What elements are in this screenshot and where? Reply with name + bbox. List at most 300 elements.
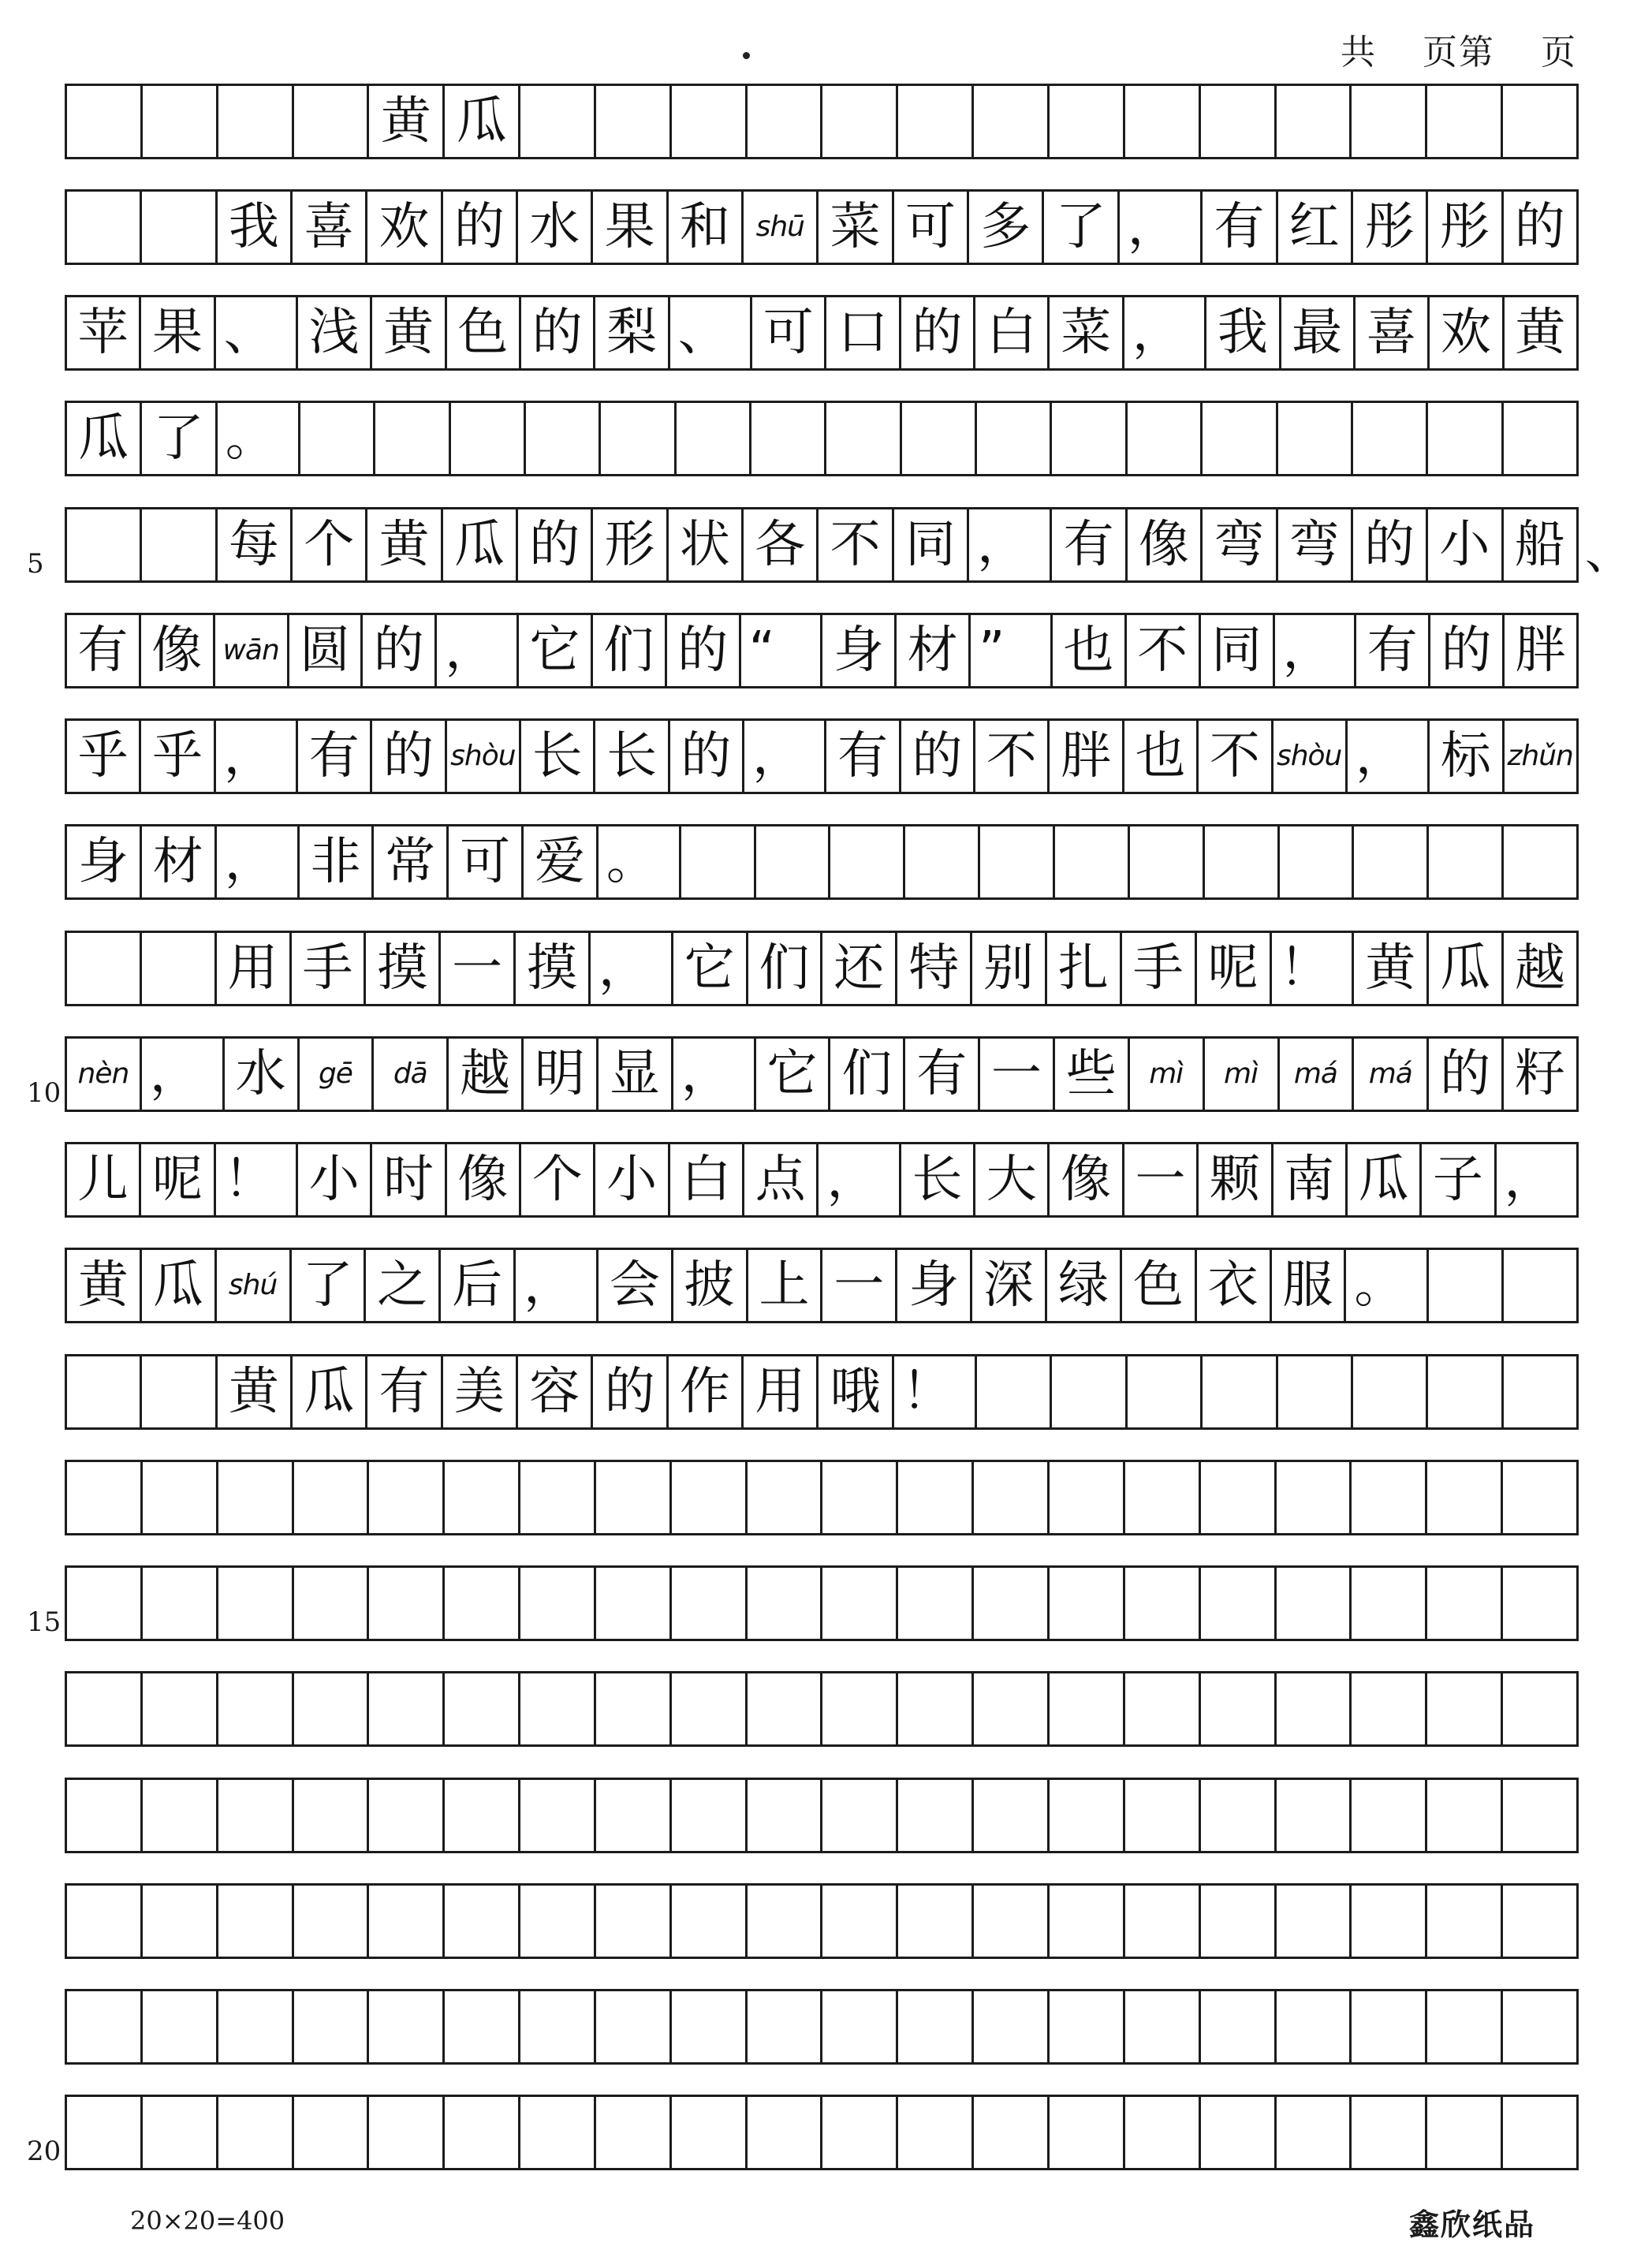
grid-cell [974,1886,1050,1957]
grid-cell [1125,2097,1201,2168]
grid-cell [1050,1886,1125,1957]
grid-cell: 美 [443,1356,518,1427]
grid-cell: 身 [67,826,142,897]
grid-cell [1352,1886,1427,1957]
grid-cell: 胖 [1050,721,1124,792]
grid-cell [1201,1462,1277,1533]
grid-cell [1277,1568,1352,1639]
grid-cell [1277,2097,1352,2168]
grid-cell: 了 [292,1250,367,1321]
grid-cell: 的 [901,721,975,792]
grid-cell [1503,1673,1579,1744]
grid-row [65,401,1579,476]
grid-cell [1201,86,1277,157]
grid-cell [596,1673,672,1744]
grid-cell [1125,1780,1201,1851]
grid-cell [1125,1673,1201,1744]
grid-cell: 常 [374,826,449,897]
grid-cell [756,826,831,897]
grid-cell [681,826,756,897]
grid-cell: 身 [897,1250,972,1321]
grid-cell: mì [1130,1039,1205,1110]
grid-cell [1277,1673,1352,1744]
grid-cell: nèn [67,1039,142,1110]
grid-cell [1353,403,1428,474]
grid-cell: 和 [669,192,744,263]
grid-cell [67,1462,143,1533]
grid-cell: ” [971,615,1053,686]
grid-cell [294,1991,370,2062]
grid-cell [445,1886,520,1957]
grid-cell [898,1568,974,1639]
grid-cell: 材 [142,826,217,897]
grid-row [65,1671,1579,1747]
grid-cell: 的 [667,615,741,686]
grid-cell [1050,1462,1125,1533]
grid-cell: 它 [673,933,748,1004]
grid-cell: 身 [822,615,897,686]
grid-cell [596,1886,672,1957]
grid-cell: 。 [218,403,300,474]
grid-cell: 有 [1203,192,1277,263]
grid-cell: 瓜 [293,1356,367,1427]
grid-row [65,1036,1579,1112]
grid-cell [143,1991,218,2062]
grid-cell [1050,86,1125,157]
grid-cell: 我 [218,192,293,263]
grid-cell: ， [1275,615,1357,686]
grid-cell [898,1780,974,1851]
grid-cell: 们 [593,615,667,686]
grid-cell [1503,86,1579,157]
grid-cell [1427,1568,1503,1639]
grid-cell: 一 [822,1250,897,1321]
grid-cell [672,1991,748,2062]
grid-cell [748,86,823,157]
grid-cell [748,1780,823,1851]
grid-cell [451,403,526,474]
grid-cell: 瓜 [1429,933,1504,1004]
grid-cell [1050,1568,1125,1639]
grid-cell [143,1568,218,1639]
grid-cell [67,1886,143,1957]
grid-cell: 彤 [1428,192,1503,263]
grid-cell [822,1780,898,1851]
grid-cell: 最 [1281,297,1356,368]
grid-cell: 后 [441,1250,516,1321]
line-number-10: 10 [27,1077,62,1109]
grid-row [65,718,1579,794]
grid-cell [822,86,898,157]
grid-cell: 黄 [218,1356,293,1427]
grid-cell [1128,1356,1203,1427]
grid-cell [445,1462,520,1533]
grid-cell [974,1568,1050,1639]
grid-cell [1352,1568,1427,1639]
grid-cell [294,1568,370,1639]
grid-cell [1427,1673,1503,1744]
grid-cell: 用 [744,1356,819,1427]
grid-cell: ， [1348,721,1430,792]
grid-cell: 菜 [819,192,893,263]
grid-cell: 的 [593,1356,668,1427]
grid-cell [830,826,905,897]
grid-cell [898,1991,974,2062]
grid-cell [294,1886,370,1957]
grid-row [65,1354,1579,1430]
grid-cell: 时 [372,1144,446,1215]
grid-cell [596,86,672,157]
grid-cell: 多 [969,192,1044,263]
grid-cell: 一 [1124,1144,1199,1215]
grid-cell [905,826,980,897]
grid-cell: 服 [1272,1250,1347,1321]
grid-cell: ， [673,1039,756,1110]
grid-cell: gē [300,1039,375,1110]
grid-cell: 的 [1504,192,1579,263]
grid-cell [1429,826,1504,897]
grid-cell: 弯 [1278,509,1353,580]
grid-cell [520,1673,596,1744]
grid-cell [1205,826,1280,897]
grid-cell: 有 [298,721,372,792]
grid-cell: 的 [901,297,975,368]
grid-cell [1050,1991,1125,2062]
grid-cell [596,1780,672,1851]
grid-cell: ！ [894,1356,977,1427]
grid-cell: 瓜 [443,509,518,580]
grid-cell [1050,1673,1125,1744]
grid-cell [520,1462,596,1533]
grid-cell [596,1568,672,1639]
grid-row [65,1565,1579,1641]
grid-cell [974,1673,1050,1744]
grid-cell [1503,1568,1579,1639]
grid-cell [1427,1886,1503,1957]
grid-cell: má [1280,1039,1355,1110]
grid-cell: 有 [826,721,901,792]
grid-row [65,1460,1579,1535]
grid-row [65,1989,1579,2065]
grid-cell [1427,86,1503,157]
grid-cell: 摸 [516,933,591,1004]
grid-cell: 个 [521,1144,595,1215]
grid-row [65,507,1579,583]
grid-cell: shòu [447,721,521,792]
grid-cell: 各 [744,509,819,580]
grid-cell [898,1462,974,1533]
grid-cell: dā [374,1039,449,1110]
grid-cell: 儿 [67,1144,141,1215]
grid-cell: 彤 [1353,192,1428,263]
grid-cell: 、 [670,297,752,368]
grid-cell [898,86,974,157]
grid-cell: shú [217,1250,292,1321]
grid-cell: 绿 [1047,1250,1122,1321]
grid-cell [1352,1991,1427,2062]
grid-cell [369,1673,445,1744]
grid-cell: 会 [599,1250,673,1321]
grid-cell: 黄 [367,509,442,580]
grid-cell: 用 [217,933,292,1004]
grid-cell: 呢 [1197,933,1272,1004]
grid-cell [218,1991,294,2062]
grid-cell: 同 [1201,615,1275,686]
grid-cell: 欢 [1430,297,1504,368]
grid-cell [294,1673,370,1744]
grid-cell: 别 [972,933,1047,1004]
grid-cell: 白 [670,1144,744,1215]
grid-cell: 色 [1122,1250,1197,1321]
grid-cell [672,86,748,157]
grid-cell: 之 [366,1250,441,1321]
grid-cell [143,1462,218,1533]
grid-cell [601,403,676,474]
grid-cell [300,403,375,474]
grid-cell: 材 [897,615,971,686]
grid-cell [67,2097,143,2168]
grid-cell [1503,1462,1579,1533]
grid-cell: 白 [975,297,1050,368]
grid-cell: 像 [447,1144,521,1215]
grid-cell: wān [215,615,289,686]
grid-cell: má [1354,1039,1429,1110]
grid-cell [445,1991,520,2062]
grid-cell [748,2097,823,2168]
grid-cell: 明 [524,1039,599,1110]
grid-cell: 子 [1422,1144,1496,1215]
grid-cell: 胖 [1505,615,1579,686]
grid-cell: 的 [1429,1039,1504,1110]
grid-cell: 浅 [298,297,372,368]
grid-cell [143,1780,218,1851]
grid-cell [1201,1886,1277,1957]
grid-cell [142,509,217,580]
grid-cell: 梨 [595,297,669,368]
grid-cell [520,86,596,157]
grid-cell: shū [744,192,819,263]
grid-cell [596,1991,672,2062]
grid-cell [672,1780,748,1851]
grid-cell: 了 [142,403,217,474]
grid-cell: shòu [1273,721,1348,792]
writing-grid [65,0,1579,2169]
grid-cell [143,1673,218,1744]
grid-cell: 瓜 [67,403,142,474]
grid-cell: 作 [669,1356,744,1427]
grid-cell [1125,1886,1201,1957]
grid-cell [1128,403,1203,474]
grid-cell: 欢 [367,192,442,263]
grid-cell: 手 [1122,933,1197,1004]
grid-cell [748,1991,823,2062]
grid-cell: 。 [599,826,681,897]
grid-cell: 的 [372,721,446,792]
grid-cell [1428,1356,1503,1427]
grid-cell: 、 [216,297,298,368]
grid-cell [1052,403,1127,474]
grid-cell: 像 [1050,1144,1124,1215]
grid-cell: 的 [443,192,518,263]
grid-cell [445,1780,520,1851]
grid-cell: ， [744,721,826,792]
grid-cell [218,2097,294,2168]
grid-cell: 披 [673,1250,748,1321]
grid-cell [748,1462,823,1533]
total-label: 共 [1341,32,1377,73]
grid-cell: 上 [748,1250,823,1321]
grid-cell: 瓜 [1348,1144,1422,1215]
grid-cell [672,1886,748,1957]
grid-cell [748,1568,823,1639]
grid-cell [520,1886,596,1957]
grid-cell: 可 [752,297,826,368]
grid-cell: 颗 [1199,1144,1273,1215]
grid-row [65,295,1579,371]
grid-cell: 乎 [141,721,215,792]
grid-cell [1280,826,1355,897]
grid-cell [1503,1780,1579,1851]
grid-cell [898,1886,974,1957]
grid-cell: ， [142,1039,225,1110]
grid-cell: ， [437,615,519,686]
grid-cell [977,403,1052,474]
grid-cell [1125,1462,1201,1533]
grid-cell: zhǔn [1505,721,1579,792]
grid-cell [974,86,1050,157]
line-number-20: 20 [27,2136,62,2167]
grid-cell: ， [819,1144,901,1215]
grid-cell [1203,403,1277,474]
grid-cell: 果 [141,297,215,368]
grid-cell: 南 [1273,1144,1348,1215]
grid-cell: 的 [1430,615,1505,686]
grid-row [65,824,1579,900]
grid-cell [1125,86,1201,157]
grid-cell [672,2097,748,2168]
grid-cell: 色 [447,297,521,368]
grid-cell [67,1673,143,1744]
grid-cell [1352,86,1427,157]
grid-cell: 籽 [1504,1039,1579,1110]
grid-cell: ， [1120,192,1203,263]
grid-cell [1353,1356,1428,1427]
paper-brand: 鑫欣纸品 [1408,2207,1535,2242]
grid-cell [1354,826,1429,897]
grid-cell: 也 [1124,721,1199,792]
grid-cell [596,1462,672,1533]
grid-cell: 我 [1206,297,1281,368]
grid-cell: ， [1497,1144,1579,1215]
grid-cell: 们 [748,933,823,1004]
grid-cell: 有 [67,615,141,686]
grid-cell: 黄 [372,297,446,368]
grid-cell: 特 [897,933,972,1004]
grid-cell [822,1886,898,1957]
grid-cell [218,1673,294,1744]
grid-cell [822,2097,898,2168]
grid-cell [751,403,826,474]
grid-cell [1427,1991,1503,2062]
grid-cell [369,2097,445,2168]
grid-cell [1278,1356,1353,1427]
grid-cell [980,826,1055,897]
grid-cell: 一 [441,933,516,1004]
grid-cell: “ [741,615,823,686]
grid-row [65,189,1579,265]
grid-cell [143,86,218,157]
grid-cell [677,403,751,474]
grid-cell [294,86,370,157]
grid-cell: 瓜 [142,1250,217,1321]
grid-cell [1352,1780,1427,1851]
grid-cell: 喜 [293,192,367,263]
grid-cell: 菜 [1050,297,1124,368]
grid-cell [520,1568,596,1639]
grid-cell: 长 [595,721,669,792]
nth-label: 第 [1459,32,1495,73]
grid-row [65,1883,1579,1959]
grid-cell: 同 [894,509,969,580]
grid-cell: 果 [593,192,668,263]
grid-cell [1201,1673,1277,1744]
grid-cell [822,1991,898,2062]
grid-cell [1050,2097,1125,2168]
grid-cell [1427,1462,1503,1533]
grid-cell [826,403,901,474]
grid-cell [218,1462,294,1533]
grid-cell: 黄 [67,1250,142,1321]
grid-cell [67,1568,143,1639]
grid-cell: 像 [141,615,215,686]
grid-cell: 小 [1428,509,1503,580]
grid-cell: 黄 [369,86,445,157]
grid-cell: mì [1205,1039,1280,1110]
grid-cell: 们 [830,1039,905,1110]
grid-cell [974,1991,1050,2062]
grid-cell [369,1780,445,1851]
grid-cell [1125,1568,1201,1639]
grid-cell [67,1780,143,1851]
grid-cell [1277,86,1352,157]
grid-cell: 点 [744,1144,819,1215]
grid-cell [1201,1991,1277,2062]
grid-cell: 呢 [141,1144,215,1215]
grid-cell [1055,826,1130,897]
grid-cell [1278,403,1353,474]
grid-cell [67,1356,142,1427]
grid-cell: 了 [1044,192,1119,263]
grid-cell [1277,1780,1352,1851]
grid-cell [977,1356,1052,1427]
grid-cell: 容 [518,1356,593,1427]
grid-cell [1201,2097,1277,2168]
grid-cell [1427,1780,1503,1851]
grid-cell: ， [969,509,1052,580]
grid-cell: 非 [300,826,375,897]
grid-cell [898,2097,974,2168]
grid-cell [67,86,143,157]
grid-cell [748,1673,823,1744]
grid-cell [1277,1886,1352,1957]
grid-cell: 黄 [1354,933,1429,1004]
grid-cell: 的 [518,509,593,580]
grid-cell [1504,403,1579,474]
grid-cell [1503,2097,1579,2168]
grid-cell [218,1886,294,1957]
grid-cell [1429,1250,1504,1321]
grid-cell: 喜 [1356,297,1430,368]
